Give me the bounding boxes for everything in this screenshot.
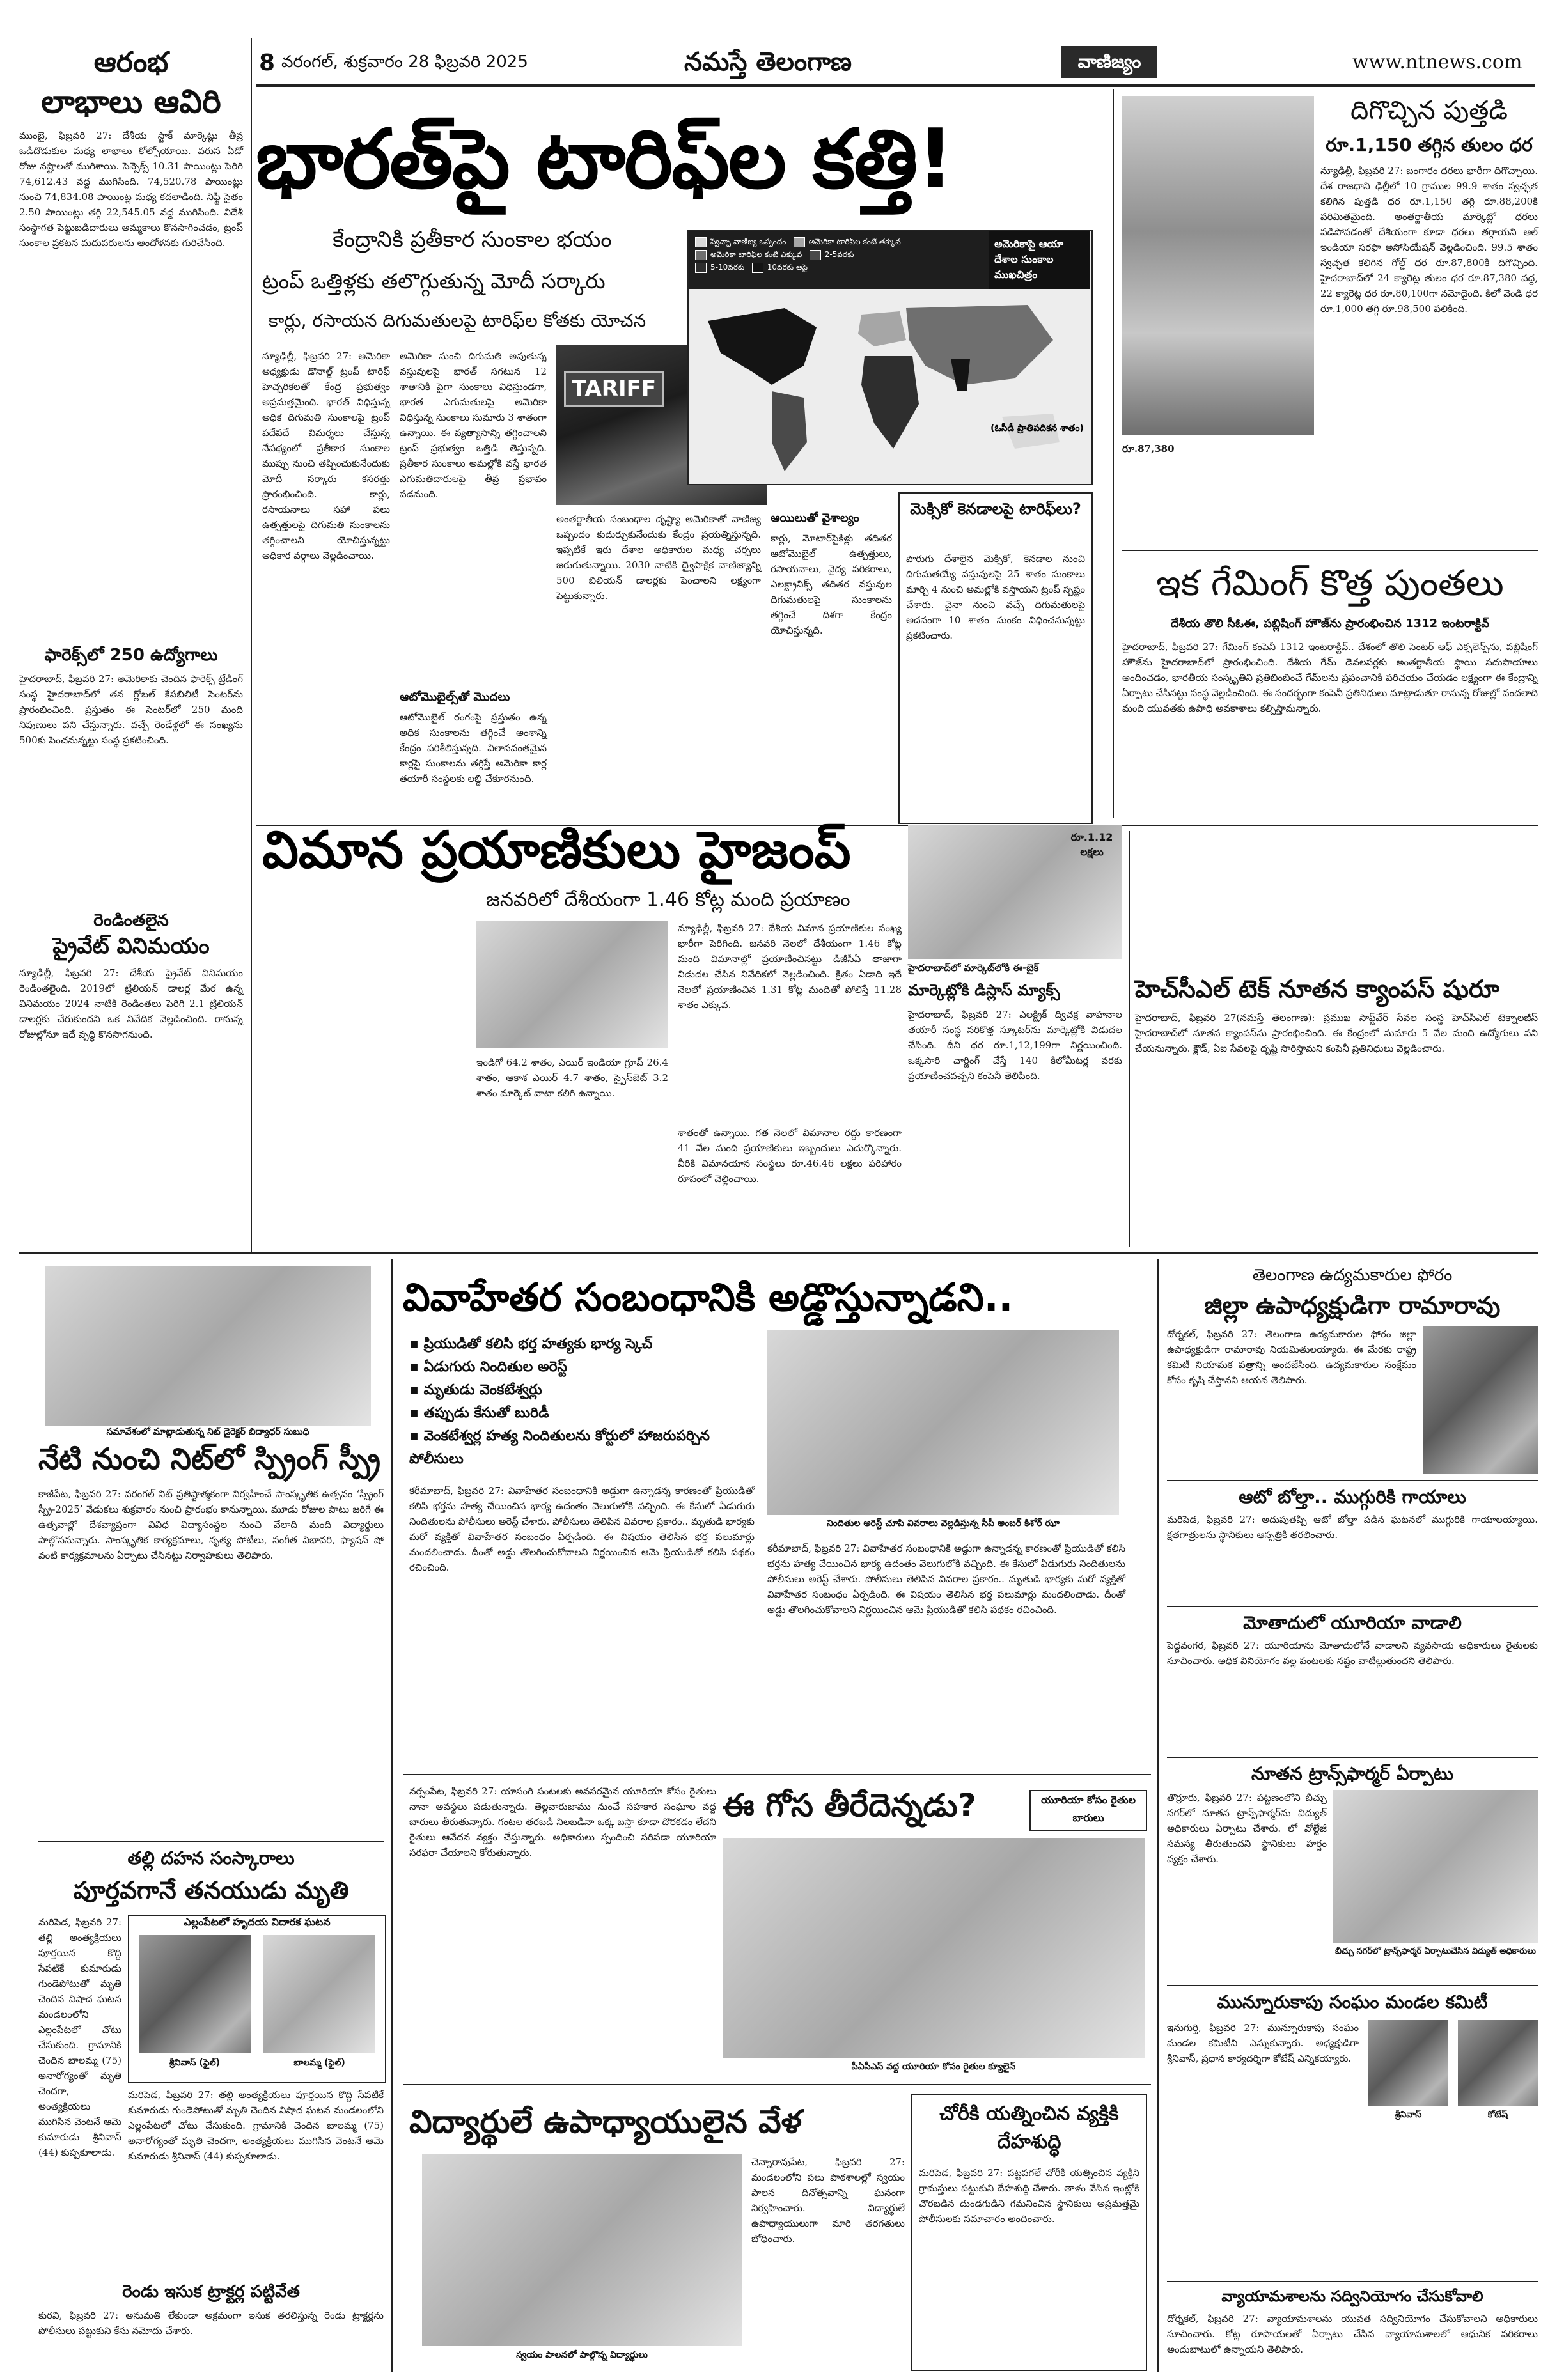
teacher-headline: విద్యార్థులే ఉపాధ్యాయులైన వేళ xyxy=(409,2103,802,2140)
death-name-2: బాలమ్మ (ఫైల్) xyxy=(293,2058,345,2068)
map-legend xyxy=(689,231,989,289)
world-map-graphic xyxy=(695,295,1085,478)
lead-body-d: కార్లు, మోటార్‌సైకిళ్లు తదితర ఆటోమొబైల్ ఉత్పత్తులు, రసాయనాలు, వైద్య పరికరాలు, ఎలక్ట్రానిక్స్ తదితర వస్తువుల దిగుమతులపై సుంకాలను తగ్గించే దిశగా కేంద్రం యోచిస్తున్నది. xyxy=(771,533,895,636)
legend-chip-4 xyxy=(810,250,821,260)
map-south-america xyxy=(772,391,807,471)
gold-jewellery-photo xyxy=(1122,96,1314,435)
ebike-caption: హైదరాబాద్‌లో మార్కెట్‌లోకి ఈ-బైక్ xyxy=(908,962,1039,974)
left-sub2: ప్రైవేట్ వినిమయం xyxy=(52,933,210,959)
urea-caption: పీఏసీఎస్ వద్ద యూరియా కోసం రైతుల క్యూలైన్ xyxy=(851,2062,1016,2072)
left-col-rule xyxy=(251,38,252,1253)
theft-body: మరిపెడ, ఫిబ్రవరి 27: పట్టపగలే చోరీకి యత్నించిన వ్యక్తిని గ్రామస్తులు పట్టుకుని దేహశుద్ధి చేశారు. తాళం వేసిన ఇంట్లోకి చొరబడిన దుండగుడిని గమనించిన స్థానికులు అప్రమత్తమై పోలీసులకు సమాచారం అందించారు. xyxy=(919,2167,1143,2225)
lead-body-c: ఆటోమొబైల్ రంగంపై ప్రస్తుతం ఉన్న అధిక సుంకాలను తగ్గించే అంశాన్ని కేంద్రం పరిశీలిస్తున్నది. విలాసవంతమైన కార్లపై సుంకాలను తగ్గిస్తే అమెరికా కార్ల తయారీ సంస్థలకు లబ్ధి చేకూరనుంది. xyxy=(400,712,550,784)
mt-headline: మోతాదులో యూరియా వాడాలి xyxy=(1243,1612,1462,1633)
left-body: ముంబై, ఫిబ్రవరి 27: దేశీయ స్టాక్ మార్కెట్లు తీవ్ర ఒడిదొడుకుల మధ్య లాభాలు కోల్పోయాయి. వరుస ఏడో రోజు నష్టాలతో ముగిశాయి. సెన్సెక్స్ 10.31 పాయింట్లు పెరిగి 74,612.43 వద్ద ముగిసింది. 74,520.78 పాయింట్లు నుంచి 74,834.08 పాయింట్ల మధ్య కదలాడింది. నిఫ్టీ సైతం 2.50 పాయింట్లు తగ్గి 22,545.05 వద్ద ముగిసింది. విదేశీ సంస్థాగత పెట్టుబడిదారులు అమ్మకాలు కొనసాగించడం, ట్రంప్ సుంకాల ప్రకటన మదుపరులను ఆందోళనకు గురిచేసింది. xyxy=(19,130,246,249)
legend-chip-5 xyxy=(695,263,707,273)
crime-photo xyxy=(767,1330,1119,1515)
legend-row-2 xyxy=(695,248,983,261)
legend-label-3: అమెరికా టారిఫ్‌ల కంటే ఎక్కువ xyxy=(710,250,802,259)
side-head: మెక్సికో కెనడాలపై టారిఫ్‌లు? xyxy=(910,500,1081,518)
nit-body: కాజీపేట, ఫిబ్రవరి 27: వరంగల్ నిట్ ప్రతిష్టాత్మకంగా నిర్వహించే సాంస్కృతిక ఉత్సవం ‘స్ప్రింగ్ స్ప్రీ-2025’ వేడుకలు శుక్రవారం నుంచి ప్రారంభం కానున్నాయి. మూడు రోజుల పాటు జరిగే ఈ ఉత్సవాల్లో దేశవ్యాప్తంగా వివిధ విద్యాసంస్థల నుంచి వేలాది మంది విద్యార్థులు పాల్గొననున్నారు. సాంస్కృతిక కార్యక్రమాలు, నృత్య పోటీలు, సంగీత విభావరి, ఫ్యాషన్ షో వంటి కార్యక్రమాలను ఏర్పాటు చేసినట్టు నిర్వాహకులు తెలిపారు. xyxy=(38,1488,387,1561)
gold-rupee-note: రూ.87,380 xyxy=(1122,443,1175,455)
tariff-sign: TARIFF xyxy=(564,371,664,407)
tariff-map xyxy=(687,230,1093,485)
map-title: అమెరికాపై ఆయా దేశాల సుంకాల ముఖచిత్రం xyxy=(989,231,1090,289)
teacher-body: చెన్నారావుపేట, ఫిబ్రవరి 27: మండలంలోని పలు పాఠశాలల్లో స్వయం పాలన దినోత్సవాన్ని ఘనంగా నిర్వహించారు. విద్యార్థులే ఉపాధ్యాయులుగా మారి తరగతులు బోధించారు. xyxy=(751,2156,908,2244)
gaming-sub: దేశీయ తొలి సీఓఈ, పబ్లిషింగ్ హౌజ్‌ను ప్రారంభించిన 1312 ఇంటరాక్టివ్ xyxy=(1170,617,1490,630)
ebike-price: రూ.1.12 లక్షలు xyxy=(1070,831,1113,858)
mk-name-1: శ్రీనివాస్ xyxy=(1395,2110,1422,2120)
dateline: వరంగల్, శుక్రవారం 28 ఫిబ్రవరి 2025 xyxy=(281,52,528,72)
aviation-body-b: శాతంతో ఉన్నాయి. గత నెలలో విమానాల రద్దు కారణంగా 41 వేల మంది ప్రయాణికులు ఇబ్బందులు ఎదుర్కొన్నారు. వీరికి విమానయాన సంస్థలు రూ.46.46 లక్షలు పరిహారం రూపంలో చెల్లించాయి. xyxy=(678,1127,905,1185)
legend-label-5: 5-10వరకు xyxy=(710,263,745,272)
urea-tag: యూరియా కోసం రైతుల బారులు xyxy=(1029,1790,1147,1831)
lead-right-rule xyxy=(1113,89,1114,818)
crime-bullets xyxy=(409,1333,755,1471)
gold-headline: రూ.1,150 తగ్గిన తులం ధర xyxy=(1326,134,1533,155)
forum-kicker: తెలంగాణ ఉద్యమకారుల ఫోరం xyxy=(1252,1266,1453,1285)
lead-body-c2: అంతర్జాతీయ సంబంధాల దృష్ట్యా అమెరికాతో వాణిజ్య ఒప్పందం కుదుర్చుకునేందుకు కేంద్రం ప్రయత్నిస్తున్నది. ఇప్పటికే ఇరు దేశాల అధికారుల మధ్య చర్చలు జరుగుతున్నాయి. 2030 నాటికి ద్వైపాక్షిక వాణిజ్యాన్ని 500 బిలియన్ డాలర్లకు పెంచాలని లక్ష్యంగా పెట్టుకున్నారు. xyxy=(556,513,764,602)
death-body-cont: మరిపెడ, ఫిబ్రవరి 27: తల్లి అంత్యక్రియలు పూర్తయిన కొద్ది సేపటికే కుమారుడు గుండెపోటుతో మృతి చెందిన విషాద ఘటన మండలంలోని ఎల్లంపేటలో చోటు చేసుకుంది. గ్రామానికి చెందిన బాలమ్మ (75) అనారోగ్యంతో మృతి చెందగా, అంత్యక్రియలు ముగిసిన వెంటనే ఆమె కుమారుడు శ్రీనివాస్ (44) కుప్పకూలాడు. xyxy=(128,2089,387,2162)
mk-portrait-2 xyxy=(1458,2020,1538,2106)
tf-caption: బీచ్చు నగర్‌లో ట్రాన్స్‌ఫార్మర్ ఏర్పాటుచేసిన విద్యుత్ అధికారులు xyxy=(1335,1947,1536,1956)
left-sub2-kicker: రెండింతలైన xyxy=(93,911,169,930)
crime-body-2: కరీమాబాద్, ఫిబ్రవరి 27: వివాహేతర సంబంధానికి అడ్డుగా ఉన్నాడన్న కారణంతో ప్రియుడితో కలిసి భర్తను హత్య చేయించిన భార్య ఉదంతం వెలుగులోకి వచ్చింది. ఈ కేసులో ఏడుగురు నిందితులను పోలీసులు అరెస్ట్ చేశారు. పోలీసులు తెలిపిన వివరాల ప్రకారం.. మృతుడి భార్యకు మరో వ్యక్తితో వివాహేతర సంబంధం ఏర్పడింది. ఈ విషయం తెలిసిన భర్త పలుమార్లు మందలించాడు. దీంతో అడ్డు తొలగించుకోవాలని నిర్ణయించిన ఆమె ప్రియుడితో కలిసి పథకం రచించింది. xyxy=(767,1543,1129,1615)
mk-rule xyxy=(1167,2281,1538,2282)
legend-label-6: 10వరకు ఆపై xyxy=(767,263,808,272)
tf-photo xyxy=(1333,1790,1538,1943)
ebike-headline: మార్కెట్లోకి డిస్లాస్ మ్యాక్స్ xyxy=(908,981,1060,999)
urea-rule xyxy=(403,2084,1151,2085)
theft-box xyxy=(911,2094,1147,2371)
side-body: పొరుగు దేశాలైన మెక్సికో, కెనడాల నుంచి దిగుమతయ్యే వస్తువులపై 25 శాతం సుంకాలు మార్చి 4 నుంచి అమల్లోకి వస్తాయని ట్రంప్ స్పష్టం చేశారు. చైనా నుంచి వచ్చే దిగుమతులపై అదనంగా 10 శాతం సుంకం విధించనున్నట్టు ప్రకటించారు. xyxy=(906,553,1088,641)
tf-rule xyxy=(1167,1985,1538,1986)
gold-bottom-rule xyxy=(1122,550,1538,551)
crime-bullet-2: ▪ ఏడుగురు నిందితుల అరెస్ట్ xyxy=(409,1356,755,1379)
crime-caption: నిందితుల అరెస్ట్ చూపి వివరాలు వెల్లడిస్తున్న సీపీ అంబర్ కిశోర్ ఝా xyxy=(826,1518,1060,1528)
death-box-title: ఎల్లంపేటలో హృదయ విదారక ఘటన xyxy=(184,1916,331,1928)
nit-caption: సమావేశంలో మాట్లాడుతున్న నిట్ డైరెక్టర్ బిద్యాధర్ సుబుధి xyxy=(106,1427,309,1437)
aviation-headline: విమాన ప్రయాణికులు హైజంప్ xyxy=(262,820,851,880)
lead-headline: భారత్‌పై టారిఫ్‌ల కత్తి! xyxy=(256,112,953,207)
crime-bullet-4: ▪ తప్పుడు కేసుతో బురిడీ xyxy=(409,1402,755,1425)
legend-chip-2 xyxy=(794,237,805,247)
map-asia xyxy=(906,305,1053,385)
lead-sub: ఆటోమొబైల్స్‌తో మొదలు xyxy=(400,690,510,704)
legend-label-2: అమెరికా టారిఫ్‌ల కంటే తక్కువ xyxy=(808,237,901,246)
ebike-rule xyxy=(1129,831,1130,1247)
lead-deck1: కేంద్రానికి ప్రతీకార సుంకాల భయం xyxy=(333,227,612,253)
hcl-headline: హెచ్‌సీఎల్ టెక్ నూతన క్యాంపస్ షురూ xyxy=(1135,975,1499,1003)
airport-photo xyxy=(476,921,668,1048)
legend-chip-3 xyxy=(695,250,707,260)
lead-mid-sub: ఆయిలుతో వైశాల్యం xyxy=(771,511,859,525)
aviation-body-a: న్యూఢిల్లీ, ఫిబ్రవరి 27: దేశీయ విమాన ప్రయాణికుల సంఖ్య భారీగా పెరిగింది. జనవరి నెలలో దేశీయంగా 1.46 కోట్ల మంది విమానాల్లో ప్రయాణించినట్టు డీజీసీఏ తాజాగా విడుదల చేసిన నివేదికలో వెల్లడించింది. క్రితం ఏడాది ఇదే నెలలో ప్రయాణించిన 1.31 కోట్ల మందితో పోలిస్తే 11.28 శాతం ఎక్కువ. xyxy=(678,922,905,1011)
teacher-photo xyxy=(422,2154,742,2346)
sand-headline: రెండు ఇసుక ట్రాక్టర్ల పట్టివేత xyxy=(122,2282,300,2301)
hcl-body: హైదరాబాద్, ఫిబ్రవరి 27(నమస్తే తెలంగాణ): ప్రముఖ సాఫ్ట్‌వేర్ సేవల సంస్థ హెచ్‌సీఎల్ టెక్నాలజీస్ హైదరాబాద్‌లో నూతన క్యాంపస్‌ను ప్రారంభించింది. ఈ కేంద్రంలో సుమారు 5 వేల మంది ఉద్యోగులు పని చేయనున్నారు. క్లౌడ్, ఏఐ సేవలపై దృష్టి సారిస్తామని కంపెనీ ప్రతినిధులు వెల్లడించారు. xyxy=(1135,1012,1541,1054)
mk-headline: మున్నూరుకాపు సంఘం మండల కమిటీ xyxy=(1217,1991,1488,2012)
legend-label-1: స్వేచ్ఛా వాణిజ్య ఒప్పందం xyxy=(710,237,786,246)
mt-body: పెద్దవంగర, ఫిబ్రవరి 27: యూరియాను మోతాదులోనే వాడాలని వ్యవసాయ అధికారులు రైతులకు సూచించారు. అధిక వినియోగం వల్ల పంటలకు నష్టం వాటిల్లుతుందని తెలిపారు. xyxy=(1167,1640,1541,1667)
death-photo-2 xyxy=(263,1935,375,2053)
map-africa xyxy=(861,356,919,449)
site-url: www.ntnews.com xyxy=(1352,51,1522,74)
map-europe xyxy=(858,311,906,346)
mt-rule xyxy=(1167,1757,1538,1758)
crime-body-1: కరీమాబాద్, ఫిబ్రవరి 27: వివాహేతర సంబంధానికి అడ్డుగా ఉన్నాడన్న కారణంతో ప్రియుడితో కలిసి భర్తను హత్య చేయించిన భార్య ఉదంతం వెలుగులోకి వచ్చింది. ఈ కేసులో ఏడుగురు నిందితులను పోలీసులు అరెస్ట్ చేశారు. పోలీసులు తెలిపిన వివరాల ప్రకారం.. మృతుడి భార్యకు మరో వ్యక్తితో వివాహేతర సంబంధం ఏర్పడింది. ఈ విషయం తెలిసిన భర్త పలుమార్లు మందలించాడు. దీంతో అడ్డు తొలగించుకోవాలని నిర్ణయించిన ఆమె ప్రియుడితో కలిసి పథకం రచించింది. xyxy=(409,1485,758,1573)
legend-label-4: 2-5వరకు xyxy=(824,250,854,259)
aviation-deck: జనవరిలో దేశీయంగా 1.46 కోట్ల మంది ప్రయాణం xyxy=(486,889,850,911)
map-north-america xyxy=(708,308,817,385)
left-sub1-body: హైదరాబాద్, ఫిబ్రవరి 27: అమెరికాకు చెందిన ఫారెక్స్ ట్రేడింగ్ సంస్థ హైదరాబాద్‌లో తన గ్లోబల్ కేపబిలిటీ సెంటర్‌ను ప్రారంభించింది. ప్రస్తుతం ఈ సెంటర్‌లో 250 మంది నిపుణులు పని చేస్తున్నారు. వచ్చే రెండేళ్లలో ఈ సంఖ్యను 500కు పెంచనున్నట్టు సంస్థ ప్రకటించింది. xyxy=(19,673,246,746)
crime-bullet-3: ▪ మృతుడు వెంకటేశ్వర్లు xyxy=(409,1379,755,1402)
map-note: (ఓసీడీ ప్రాతిపదికన శాతం) xyxy=(990,423,1084,433)
mk-name-2: కోటేష్ xyxy=(1487,2110,1508,2120)
gaming-headline: ఇక గేమింగ్ కొత్త పుంతలు xyxy=(1156,563,1504,604)
paper-name: నమస్తే తెలంగాణ xyxy=(684,47,852,77)
legend-chip-6 xyxy=(752,263,763,273)
vy-body: దోర్నకల్, ఫిబ్రవరి 27: వ్యాయామశాలను యువత సద్వినియోగం చేసుకోవాలని అధికారులు సూచించారు. కోట్ల రూపాయలతో ఏర్పాటు చేసిన వ్యాయామశాలలో ఆధునిక పరికరాలు అందుబాటులో ఉన్నాయని తెలిపారు. xyxy=(1167,2313,1541,2355)
crime-bullet-1: ▪ ప్రియుడితో కలిసి భర్త హత్యకు భార్య స్కెచ్ xyxy=(409,1333,755,1356)
mk-body: ఇనుగుర్తి, ఫిబ్రవరి 27: మున్నూరుకాపు సంఘం మండల కమిటీని ఎన్నుకున్నారు. అధ్యక్షుడిగా శ్రీనివాస్, ప్రధాన కార్యదర్శిగా కోటేష్ ఎన్నికయ్యారు. xyxy=(1167,2022,1362,2064)
masthead-rule xyxy=(256,84,1535,87)
lead-body-a: న్యూఢిల్లీ, ఫిబ్రవరి 27: అమెరికా అధ్యక్షుడు డొనాల్డ్ ట్రంప్ టారిఫ్ హెచ్చరికలతో కేంద్ర ప్రభుత్వం అప్రమత్తమైంది. భారత్ విధిస్తున్న అధిక దిగుమతి సుంకాలపై ట్రంప్ పదేపదే విమర్శలు చేస్తున్న నేపథ్యంలో ప్రతీకార సుంకాల ముప్పు నుంచి తప్పించుకునేందుకు మోదీ సర్కారు కసరత్తు ప్రారంభించింది. కార్లు, రసాయనాలు సహా పలు ఉత్పత్తులపై దిగుమతి సుంకాలను తగ్గించాలని యోచిస్తున్నట్టు అధికార వర్గాలు వెల్లడించాయి. xyxy=(262,350,393,561)
death-kicker: తల్లి దహన సంస్కారాలు xyxy=(127,1847,295,1869)
left-sub1: ఫారెక్స్‌లో 250 ఉద్యోగాలు xyxy=(44,646,218,665)
legend-row-1 xyxy=(695,235,983,248)
lower-right-rule xyxy=(1157,1259,1159,2372)
nit-photo xyxy=(45,1266,371,1426)
lead-body-b: అమెరికా నుంచి దిగుమతి అవుతున్న వస్తువులపై భారత్ సగటున 12 శాతానికి పైగా సుంకాలు విధిస్తుండగా, భారత ఎగుమతులపై అమెరికా విధిస్తున్న సుంకాలు సుమారు 3 శాతంగా ఉన్నాయి. ఈ వ్యత్యాసాన్ని తగ్గించాలని ట్రంప్ ప్రభుత్వం ఒత్తిడి తెస్తున్నది. ప్రతీకార సుంకాలు అమల్లోకి వస్తే భారత ఎగుమతిదారులపై తీవ్ర ప్రభావం పడనుంది. xyxy=(400,350,550,500)
crime-bullet-5: ▪ వెంకటేశ్వర్ల హత్య నిందితులను కోర్టులో హాజరుపర్చిన పోలీసులు xyxy=(409,1425,755,1471)
lead-deck2: ట్రంప్ ఒత్తిళ్లకు తలొగ్గుతున్న మోదీ సర్కారు xyxy=(262,268,606,293)
death-body: మరిపెడ, ఫిబ్రవరి 27: తల్లి అంత్యక్రియలు పూర్తయిన కొద్ది సేపటికే కుమారుడు గుండెపోటుతో మృతి చెందిన విషాద ఘటన మండలంలోని ఎల్లంపేటలో చోటు చేసుకుంది. గ్రామానికి చెందిన బాలమ్మ (75) అనారోగ్యంతో మృతి చెందగా, అంత్యక్రియలు ముగిసిన వెంటనే ఆమె కుమారుడు శ్రీనివాస్ (44) కుప్పకూలాడు. xyxy=(38,1917,125,2158)
mk-portrait-1 xyxy=(1368,2020,1448,2106)
section-label: వాణిజ్యం xyxy=(1061,46,1157,78)
death-name-1: శ్రీనివాస్ (ఫైల్) xyxy=(169,2058,221,2068)
forum-headline: జిల్లా ఉపాధ్యక్షుడిగా రామారావు xyxy=(1204,1291,1501,1319)
crime-rule xyxy=(403,1774,1151,1775)
death-photo-1 xyxy=(139,1935,251,2053)
forum-portrait xyxy=(1423,1326,1538,1474)
tf-body: తొర్రూరు, ఫిబ్రవరి 27: పట్టణంలోని బీచ్చు నగర్‌లో నూతన ట్రాన్స్‌ఫార్మర్‌ను విద్యుత్ అధికారులు ఏర్పాటు చేశారు. లో వోల్టేజీ సమస్య తీరుతుందని స్థానికులు హర్షం వ్యక్తం చేశారు. xyxy=(1167,1792,1330,1865)
vy-headline: వ్యాయామశాలను సద్వినియోగం చేసుకోవాలి xyxy=(1221,2287,1483,2305)
legend-row-3 xyxy=(695,261,983,274)
page-number: 8 xyxy=(259,50,276,76)
sand-body: కురవి, ఫిబ్రవరి 27: అనుమతి లేకుండా అక్రమంగా ఇసుక తరలిస్తున్న రెండు ట్రాక్టర్లను పోలీసులు పట్టుకుని కేసు నమోదు చేశారు. xyxy=(38,2310,387,2337)
death-headline: పూర్తవగానే తనయుడు మృతి xyxy=(73,1876,349,1904)
forum-rule xyxy=(1167,1480,1538,1481)
tf-headline: నూతన ట్రాన్స్‌ఫార్మర్ ఏర్పాటు xyxy=(1251,1763,1454,1784)
theft-headline: చోరీకి యత్నించిన వ్యక్తికి దేహశుద్ధి xyxy=(939,2103,1119,2153)
ebike-body: హైదరాబాద్, ఫిబ్రవరి 27: ఎలక్ట్రిక్ ద్విచక్ర వాహనాల తయారీ సంస్థ సరికొత్త స్కూటర్‌ను మార్కెట్లోకి విడుదల చేసింది. దీని ధర రూ.1,12,199గా నిర్ణయించింది. ఒక్కసారి చార్జింగ్ చేస్తే 140 కిలోమీటర్ల వరకు ప్రయాణించవచ్చని కంపెనీ తెలిపింది. xyxy=(908,1009,1125,1082)
left-kicker: ఆరంభ xyxy=(93,46,169,79)
gold-kicker: దిగొచ్చిన పుత్తడి xyxy=(1350,96,1508,125)
nit-rule xyxy=(38,1841,384,1842)
teacher-caption: స్వయం పాలనలో పాల్గొన్న విద్యార్థులు xyxy=(516,2350,648,2360)
death-box xyxy=(128,1915,386,2083)
auto-headline: ఆటో బోల్తా.. ముగ్గురికి గాయాలు xyxy=(1239,1486,1466,1507)
legend-chip-1 xyxy=(695,237,707,247)
nit-headline: నేటి నుంచి నిట్‌లో స్ప్రింగ్ స్ప్రీ xyxy=(38,1442,381,1476)
gaming-body: హైదరాబాద్, ఫిబ్రవరి 27: గేమింగ్ కంపెనీ 1312 ఇంటరాక్టివ్.. దేశంలో తొలి సెంటర్ ఆఫ్ ఎక్సలెన్స్‌ను, పబ్లిషింగ్ హౌజ్‌ను హైదరాబాద్‌లో ప్రారంభించింది. దేశీయ గేమ్ డెవలపర్లకు అంతర్జాతీయ స్థాయి సదుపాయాలు అందించడం, భారతీయ సంస్కృతిని ప్రతిబింబించే గేమ్‌లను ప్రపంచానికి పరిచయం చేయడం లక్ష్యంగా ఈ కేంద్రాన్ని ఏర్పాటు చేసినట్టు సంస్థ వెల్లడించింది. ఈ సందర్భంగా కంపెనీ ప్రతినిధులు మాట్లాడుతూ రానున్న రోజుల్లో వందలాది మంది యువతకు ఉపాధి అవకాశాలు కల్పిస్తామన్నారు. xyxy=(1122,641,1541,714)
left-sub2-body: న్యూఢిల్లీ, ఫిబ్రవరి 27: దేశీయ ప్రైవేట్ వినిమయం రెండింతలైంది. 2019లో ట్రిలియన్ డాలర్ల మేర ఉన్న వినిమయం 2024 నాటికి రెండింతలు పెరిగి 2.1 ట్రిలియన్ డాలర్లకు చేరుకుందని ఒక నివేదిక వెల్లడించింది. రానున్న రోజుల్లోనూ ఇదే వృద్ధి కొనసాగనుంది. xyxy=(19,967,246,1040)
auto-rule xyxy=(1167,1606,1538,1607)
lead-deck3: కార్లు, రసాయన దిగుమతులపై టారిఫ్‌ల కోతకు యోచన xyxy=(269,310,646,331)
gold-body: న్యూఢిల్లీ, ఫిబ్రవరి 27: బంగారం ధరలు భారీగా దిగొచ్చాయి. దేశ రాజధాని ఢిల్లీలో 10 గ్రాముల 99.9 శాతం స్వచ్ఛత కలిగిన పుత్తడి ధర రూ.1,150 తగ్గి రూ.88,200కి పరిమితమైంది. అంతర్జాతీయ మార్కెట్లో ధరలు పడిపోవడంతో దేశీయంగా కూడా ధరలు తగ్గాయని ఆల్ ఇండియా సరఫా అసోసియేషన్ వెల్లడించింది. 99.5 శాతం స్వచ్ఛత కలిగిన గోల్డ్ ధర రూ.87,800కి దిగొచ్చింది. హైదరాబాద్‌లో 24 క్యారెట్ల తులం ధర రూ.87,380 వద్ద, 22 క్యారెట్ల ధర రూ.80,100గా నమోదైంది. కిలో వెండి ధర రూ.1,000 తగ్గి రూ.98,500 పలికింది. xyxy=(1320,165,1541,315)
urea-photo xyxy=(723,1838,1145,2058)
auto-body: మరిపెడ, ఫిబ్రవరి 27: అదుపుతప్పి ఆటో బోల్తా పడిన ఘటనలో ముగ్గురికి గాయాలయ్యాయి. క్షతగాత్రులను స్థానికులు ఆస్పత్రికి తరలించారు. xyxy=(1167,1514,1541,1541)
crime-headline: వివాహేతర సంబంధానికి అడ్డొస్తున్నాడని.. xyxy=(403,1275,1013,1320)
urea-body: నర్సంపేట, ఫిబ్రవరి 27: యాసంగి పంటలకు అవసరమైన యూరియా కోసం రైతులు నానా అవస్థలు పడుతున్నారు. తెల్లవారుజాము నుంచే సహకార సంఘాల వద్ద బారులు తీరుతున్నారు. గంటల తరబడి నిలబడినా ఒక్క బస్తా కూడా దొరకడం లేదని రైతులు ఆవేదన వ్యక్తం చేస్తున్నారు. అధికారులు స్పందించి సరిపడా యూరియా సరఫరా చేయాలని కోరుతున్నారు. xyxy=(409,1785,719,1858)
forum-body: దోర్నకల్, ఫిబ్రవరి 27: తెలంగాణ ఉద్యమకారుల ఫోరం జిల్లా ఉపాధ్యక్షుడిగా రామారావు నియమితులయ్యారు. ఈ మేరకు రాష్ట్ర కమిటీ నియామక పత్రాన్ని అందజేసింది. ఉద్యమకారుల సంక్షేమం కోసం కృషి చేస్తానని ఆయన తెలిపారు. xyxy=(1167,1328,1420,1386)
lower-left-rule xyxy=(391,1259,393,2372)
left-headline: లాభాలు ఆవిరి xyxy=(41,83,221,120)
mexico-canada-box xyxy=(898,492,1093,824)
half-rule xyxy=(19,1252,1538,1254)
urea-headline: ఈ గోస తీరేదెన్నడు? xyxy=(723,1787,976,1824)
aviation-market: ఇండిగో 64.2 శాతం, ఎయిర్ ఇండియా గ్రూప్ 26.4 శాతం, ఆకాశ ఎయిర్ 4.7 శాతం, స్పైస్‌జెట్ 3.2 శాతం మార్కెట్ వాటా కలిగి ఉన్నాయి. xyxy=(476,1057,671,1099)
